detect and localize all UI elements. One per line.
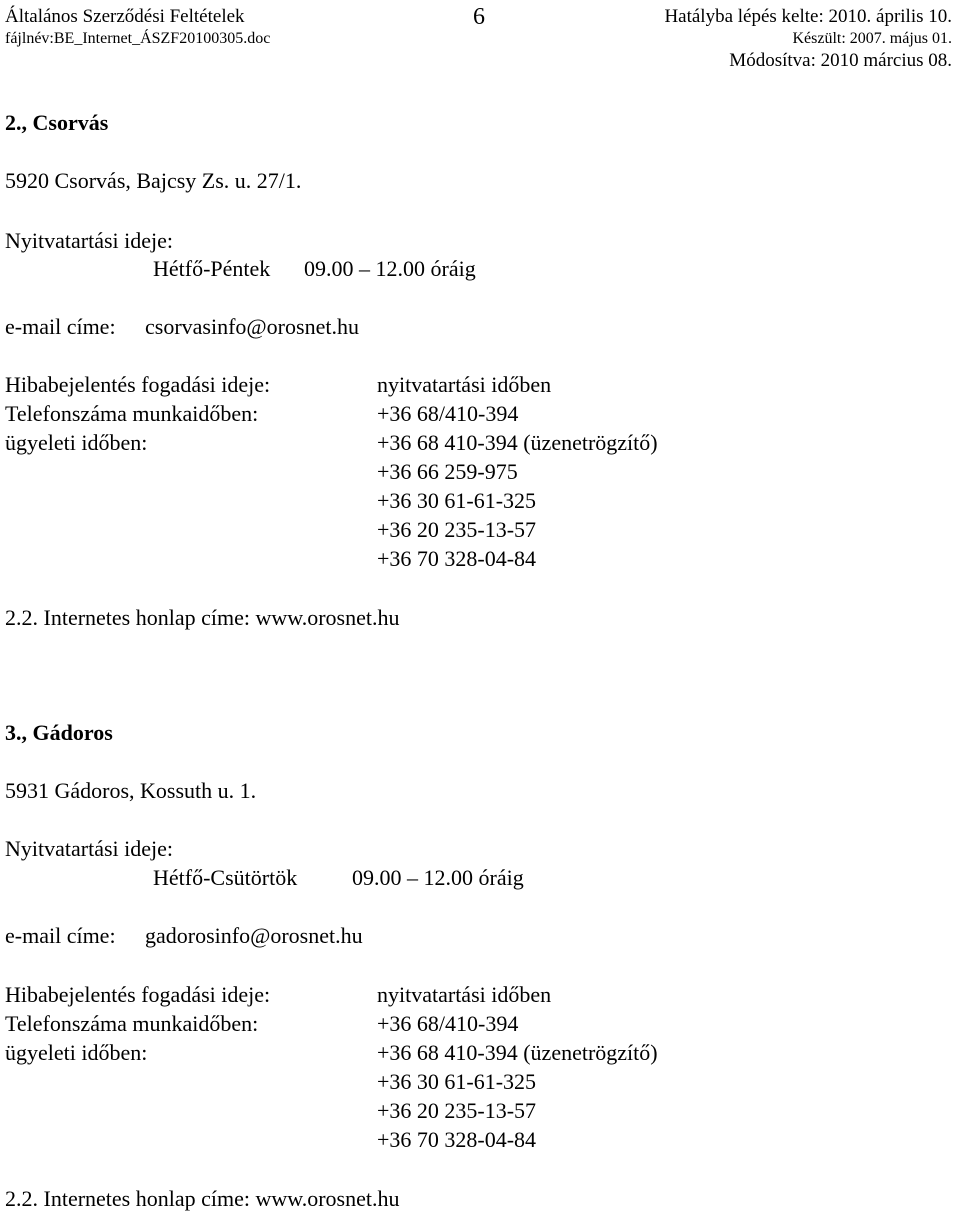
email-address: csorvasinfo@orosnet.hu — [145, 314, 359, 339]
phone-duty-item: +36 70 328-04-84 — [377, 1127, 537, 1152]
website-line: 2.2. Internetes honlap címe: www.orosnet.hu — [5, 605, 400, 630]
website-line: 2.2. Internetes honlap címe: www.orosnet.hu — [5, 1186, 400, 1211]
phone-duty-item: +36 20 235-13-57 — [377, 1098, 537, 1123]
phone-duty-label: ügyeleti időben: — [5, 430, 148, 455]
fault-label: Hibabejelentés fogadási ideje: — [5, 982, 271, 1007]
hours-days: Hétfő-Csütörtök — [153, 865, 298, 890]
fault-value: nyitvatartási időben — [377, 982, 552, 1007]
hours-time: 09.00 – 12.00 óráig — [352, 865, 524, 890]
phone-duty-item: +36 30 61-61-325 — [377, 1069, 537, 1094]
phone-duty-item: +36 20 235-13-57 — [377, 517, 537, 542]
email-label: e-mail címe: — [5, 314, 116, 339]
phone-duty-item: +36 30 61-61-325 — [377, 488, 537, 513]
section-title: 2., Csorvás — [5, 110, 109, 135]
hours-label: Nyitvatartási ideje: — [5, 836, 173, 861]
fault-value: nyitvatartási időben — [377, 372, 552, 397]
email-label: e-mail címe: — [5, 923, 116, 948]
created-date: Készült: 2007. május 01. — [792, 30, 952, 47]
hours-days: Hétfő-Péntek — [153, 256, 271, 281]
phone-work: +36 68/410-394 — [377, 401, 519, 426]
phone-duty-item: +36 70 328-04-84 — [377, 546, 537, 571]
address: 5931 Gádoros, Kossuth u. 1. — [5, 778, 257, 803]
phone-duty-item: +36 68 410-394 (üzenetrögzítő) — [377, 430, 658, 455]
page-number: 6 — [473, 4, 485, 30]
phone-duty-item: +36 68 410-394 (üzenetrögzítő) — [377, 1040, 658, 1065]
section-title: 3., Gádoros — [5, 720, 113, 745]
phone-work-label: Telefonszáma munkaidőben: — [5, 1011, 259, 1036]
hours-time: 09.00 – 12.00 óráig — [304, 256, 476, 281]
fault-label: Hibabejelentés fogadási ideje: — [5, 372, 271, 397]
phone-work: +36 68/410-394 — [377, 1011, 519, 1036]
hours-label: Nyitvatartási ideje: — [5, 228, 173, 253]
phone-work-label: Telefonszáma munkaidőben: — [5, 401, 259, 426]
address: 5920 Csorvás, Bajcsy Zs. u. 27/1. — [5, 168, 302, 193]
filename: fájlnév:BE_Internet_ÁSZF20100305.doc — [5, 30, 271, 47]
phone-duty-item: +36 66 259-975 — [377, 459, 518, 484]
phone-duty-label: ügyeleti időben: — [5, 1040, 148, 1065]
doc-title: Általános Szerződési Feltételek — [5, 6, 245, 27]
effective-date: Hatályba lépés kelte: 2010. április 10. — [664, 6, 952, 27]
email-address: gadorosinfo@orosnet.hu — [145, 923, 363, 948]
modified-date: Módosítva: 2010 március 08. — [729, 50, 952, 71]
